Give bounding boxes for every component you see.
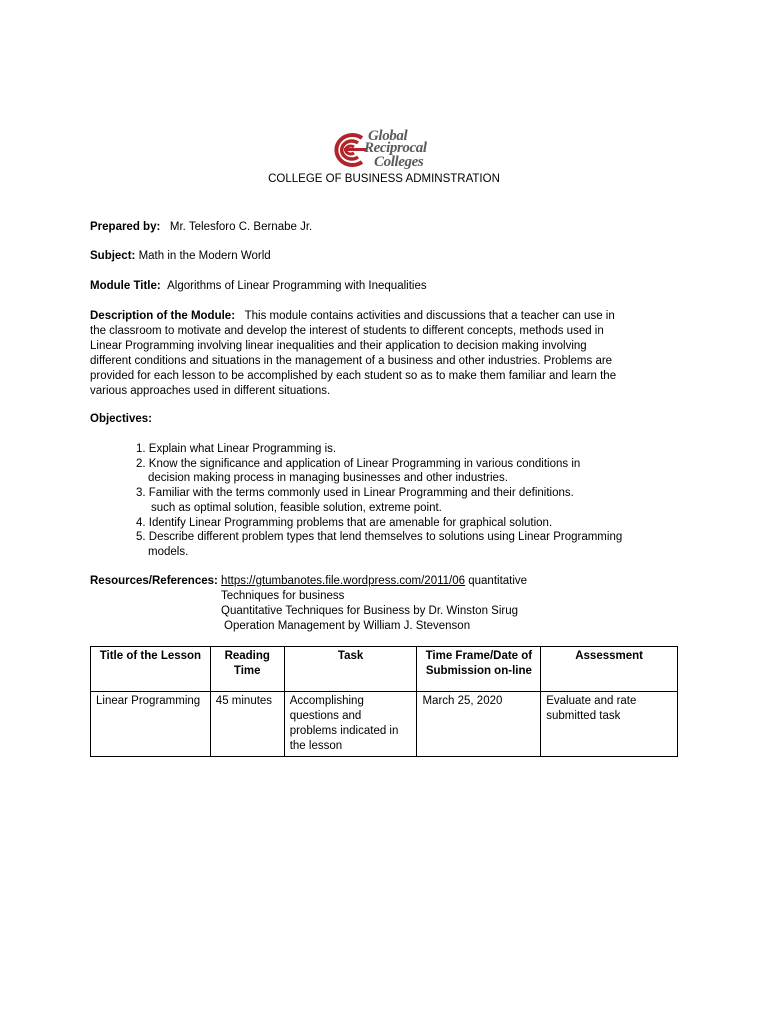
description-line: provided for each lesson to be accomplished by each student so as to make them familiar and learn the xyxy=(90,370,617,382)
prepared-by-row xyxy=(90,221,312,233)
module-title-label: Module Title: xyxy=(90,280,161,292)
prepared-by-label: Prepared by: xyxy=(90,221,161,233)
lessons-table xyxy=(90,646,678,757)
objective-item-continued: such as optimal solution, feasible solution, extreme point. xyxy=(151,501,442,514)
objective-item: 4. Identify Linear Programming problems that are amenable for graphical solution. xyxy=(136,516,553,529)
objective-item-continued: decision making process in managing businesses and other industries. xyxy=(148,472,508,485)
objective-item: 3. Familiar with the terms commonly used in Linear Programming and their definitions. xyxy=(136,487,574,500)
logo-text-line3: Colleges xyxy=(374,154,424,170)
prepared-by-value: Mr. Telesforo C. Bernabe Jr. xyxy=(169,221,313,233)
module-title-value: Algorithms of Linear Programming with Inequalities xyxy=(167,280,427,292)
table-cell: March 25, 2020 xyxy=(417,692,541,757)
subject-label: Subject: xyxy=(90,250,136,262)
college-logo xyxy=(322,128,452,172)
resources-label: Resources/References: xyxy=(90,575,218,587)
logo-emblem-icon xyxy=(322,132,368,168)
table-header-cell: Task xyxy=(284,647,417,692)
objective-item: 1. Explain what Linear Programming is. xyxy=(136,443,337,455)
subject-value: Math in the Modern World xyxy=(138,250,271,262)
table-cell: 45 minutes xyxy=(210,692,284,757)
resource-line: Techniques for business xyxy=(221,590,345,602)
college-name: COLLEGE OF BUSINESS ADMINSTRATION xyxy=(268,173,500,185)
description-line: Linear Programming involving linear inequalities and their application to decision making involving xyxy=(90,340,587,352)
objective-item: 5. Describe different problem types that lend themselves to solutions using Linear Programming xyxy=(136,531,623,544)
table-cell: Linear Programming xyxy=(91,692,211,757)
objective-item-continued: models. xyxy=(148,545,189,558)
description-line: different conditions and situations in the management of a business and other industries. Problems are xyxy=(90,355,613,367)
description-label: Description of the Module: xyxy=(90,310,236,322)
table-cell: Evaluate and rate submitted task xyxy=(541,692,678,757)
table-header-cell: Time Frame/Date of Submission on-line xyxy=(417,647,541,692)
table-header-cell: Title of the Lesson xyxy=(91,647,211,692)
table-header-row xyxy=(91,647,678,692)
resource-line: Quantitative Techniques for Business by Dr. Winston Sirug xyxy=(221,605,519,617)
table-header-cell: Reading Time xyxy=(210,647,284,692)
resource-link[interactable]: https://gtumbanotes.file.wordpress.com/2011/06 xyxy=(221,575,466,587)
table-cell: Accomplishing questions and problems indicated in the lesson xyxy=(284,692,417,757)
resource-line: Operation Management by William J. Stevenson xyxy=(224,620,471,632)
resource-text: quantitative xyxy=(468,575,528,587)
objectives-heading: Objectives: xyxy=(90,413,152,425)
module-description xyxy=(90,309,680,399)
objective-item: 2. Know the significance and application of Linear Programming in various conditions in xyxy=(136,457,581,470)
description-line: This module contains activities and discussions that a teacher can use in xyxy=(244,310,615,322)
logo-text-line2: Reciprocal xyxy=(364,140,427,156)
objectives-list xyxy=(136,442,622,560)
description-line: the classroom to motivate and develop the interest of students to different concepts, methods used in xyxy=(90,325,604,337)
resources-section xyxy=(90,574,527,634)
description-line: various approaches used in different situations. xyxy=(90,385,331,397)
module-title-row xyxy=(90,280,427,292)
table-row xyxy=(91,692,678,757)
logo-text-line1: Global xyxy=(368,128,408,144)
subject-row xyxy=(90,250,271,262)
table-header-cell: Assessment xyxy=(541,647,678,692)
